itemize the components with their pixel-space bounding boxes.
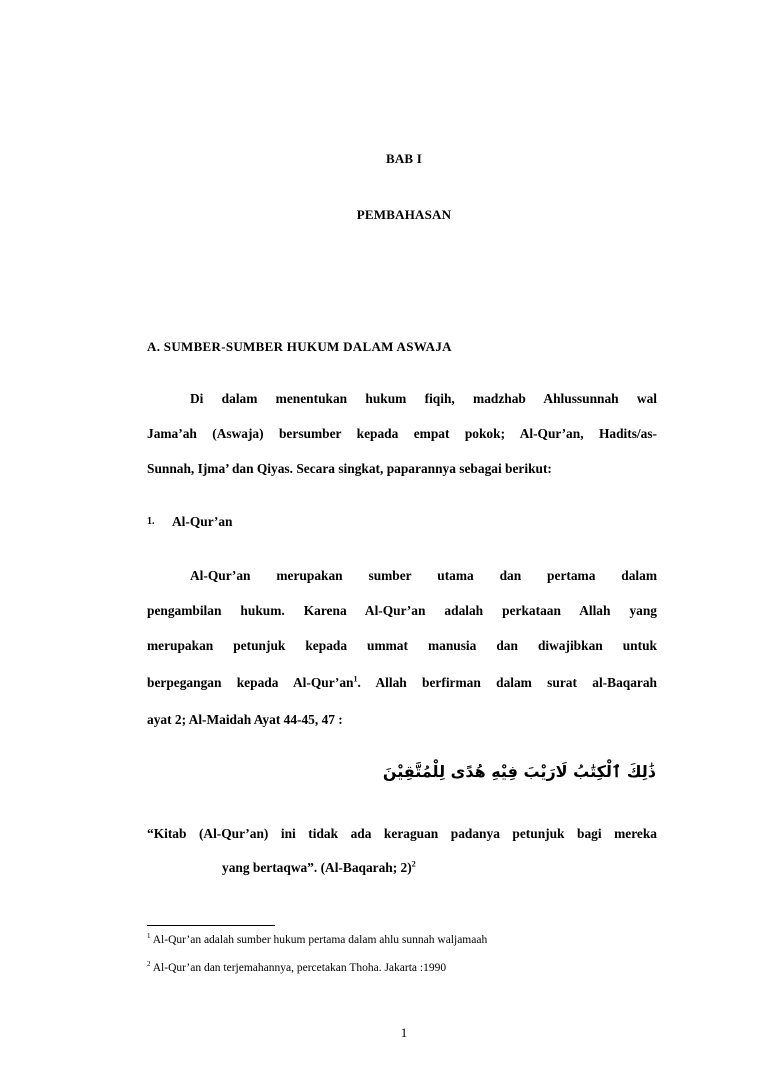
translation-line-2 xyxy=(222,860,416,876)
para-line-4 xyxy=(147,675,657,691)
footnote-divider xyxy=(147,925,275,926)
footnote-1 xyxy=(147,934,487,946)
footnote-1-text: Al-Qur’an adalah sumber hukum pertama dalam ahlu sunnah waljamaah xyxy=(152,934,488,946)
subsection-title: Al-Qur’an xyxy=(172,514,233,529)
para-line-2: pengambilan hukum. Karena Al-Qur’an adalah perkataan Allah yang xyxy=(147,603,657,618)
footnote-2-num: 2 xyxy=(147,960,151,969)
section-heading: A. SUMBER-SUMBER HUKUM DALAM ASWAJA xyxy=(147,339,452,354)
page-number: 1 xyxy=(400,1025,408,1040)
para-line-5: ayat 2; Al-Maidah Ayat 44-45, 47 : xyxy=(147,712,343,727)
footnote-2-text: Al-Qur’an dan terjemahannya, percetakan Thoha. Jakarta :1990 xyxy=(152,962,447,974)
footnote-ref-2: 2 xyxy=(411,859,416,869)
arabic-verse: ذَٰلِكَ ٱلْكِتَٰبُ لَارَيْبَ فِيْهِ هُدًى لِلْمُتَّقِيْنَ xyxy=(382,762,656,781)
intro-line-2: Jama’ah (Aswaja) bersumber kepada empat pokok; Al-Qur’an, Hadits/as- xyxy=(147,426,657,441)
para-line-4-text: berpegangan kepada Al-Qur’an xyxy=(147,675,354,690)
list-number: 1. xyxy=(147,516,155,527)
footnote-ref-1: 1 xyxy=(353,674,358,684)
chapter-subtitle: PEMBAHASAN xyxy=(356,207,452,222)
footnote-1-num: 1 xyxy=(147,932,151,941)
intro-line-1: Di dalam menentukan hukum fiqih, madzhab Ahlussunnah wal xyxy=(190,391,657,406)
translation-line-2-text: yang bertaqwa”. (Al-Baqarah; 2) xyxy=(222,860,412,875)
chapter-label: BAB I xyxy=(385,151,423,166)
translation-line-1: “Kitab (Al-Qur’an) ini tidak ada keraguan padanya petunjuk bagi mereka xyxy=(147,826,657,841)
para-line-3: merupakan petunjuk kepada ummat manusia dan diwajibkan untuk xyxy=(147,638,657,653)
intro-line-3: Sunnah, Ijma’ dan Qiyas. Secara singkat, paparannya sebagai berikut: xyxy=(147,461,552,476)
para-line-1: Al-Qur’an merupakan sumber utama dan pertama dalam xyxy=(190,568,657,583)
footnote-2 xyxy=(147,962,446,974)
para-line-4-tail: . Allah berfirman dalam surat al-Baqarah xyxy=(357,675,657,690)
